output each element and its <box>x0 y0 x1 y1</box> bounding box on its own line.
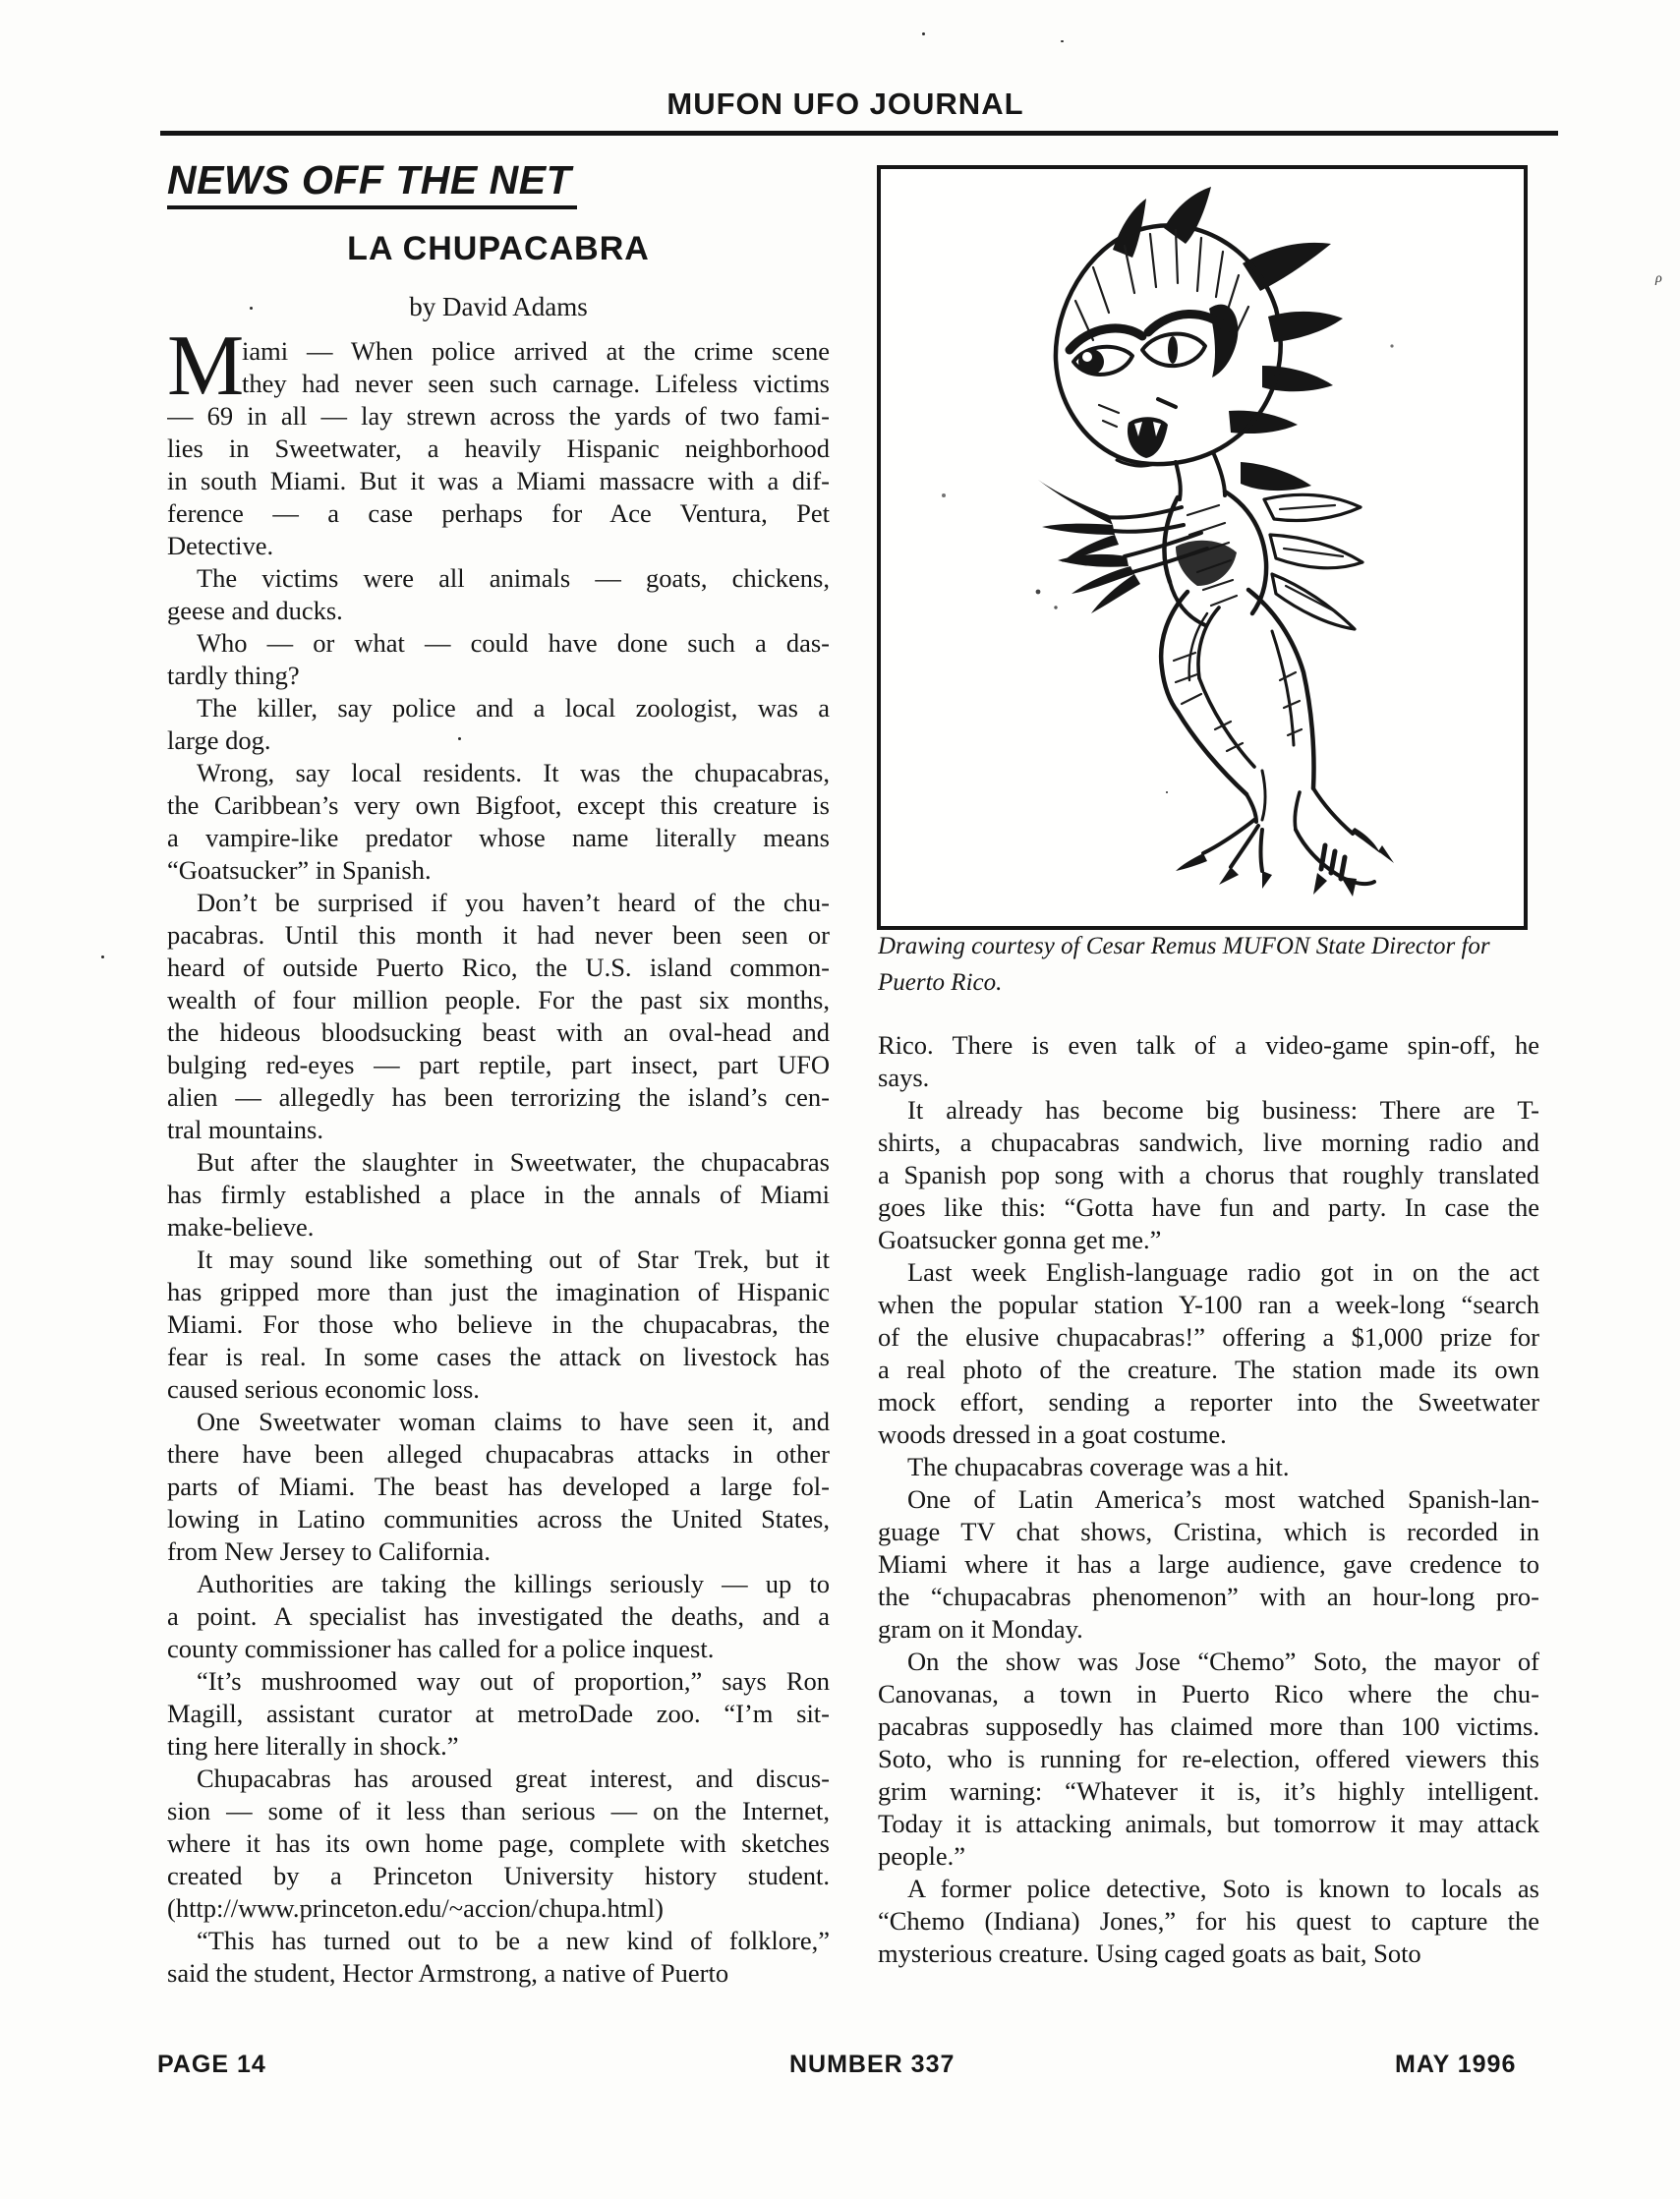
text-line: has firmly established a place in the annals of Miami <box>167 1180 830 1209</box>
article-header <box>167 230 830 322</box>
text-line: mysterious creature. Using caged goats as bait, Soto <box>878 1939 1421 1968</box>
text-line: The killer, say police and a local zoologist, was a <box>197 693 830 723</box>
text-line: iami — When police arrived at the crime scene <box>242 336 830 366</box>
text-line: of the elusive chupacabras!” offering a $1,000 prize for <box>878 1322 1539 1352</box>
text-line: tral mountains. <box>167 1115 323 1144</box>
text-line: “Goatsucker” in Spanish. <box>167 855 432 885</box>
text-line: On the show was Jose “Chemo” Soto, the mayor of <box>907 1647 1539 1676</box>
text-line: Canovanas, a town in Puerto Rico where the chu- <box>878 1679 1539 1708</box>
text-line: says. <box>878 1063 930 1092</box>
text-line: Who — or what — could have done such a das- <box>197 628 830 658</box>
text-line: from New Jersey to California. <box>167 1536 491 1566</box>
text-line: The victims were all animals — goats, chickens, <box>197 563 830 593</box>
text-line: guage TV chat shows, Cristina, which is recorded in <box>878 1517 1539 1546</box>
text-line: geese and ducks. <box>167 596 343 625</box>
text-line: mock effort, sending a reporter into the Sweetwater <box>878 1387 1539 1417</box>
text-line: a Spanish pop song with a chorus that roughly translated <box>878 1160 1539 1189</box>
text-line: the “chupacabras phenomenon” with an hour-long pro- <box>878 1582 1539 1611</box>
text-line: pacabras. Until this month it had never been seen or <box>167 920 830 950</box>
text-line: But after the slaughter in Sweetwater, the chupacabras <box>197 1147 830 1177</box>
text-line: fear is real. In some cases the attack on livestock has <box>167 1342 830 1371</box>
paragraph <box>878 1646 1539 1873</box>
footer-issue-number: NUMBER 337 <box>789 2051 956 2078</box>
scan-speck <box>1166 791 1168 793</box>
text-line: Miami where it has a large audience, gave credence to <box>878 1549 1539 1579</box>
text-line: ference — a case perhaps for Ace Ventura, Pet <box>167 498 830 528</box>
text-line: Goatsucker gonna get me.” <box>878 1225 1162 1254</box>
paragraph <box>167 1925 830 1990</box>
scan-speck <box>458 737 461 740</box>
right-column-text <box>878 1029 1539 1970</box>
text-line: Magill, assistant curator at metroDade zoo. “I’m sit- <box>167 1699 830 1728</box>
scan-speck <box>250 307 253 310</box>
article-title: LA CHUPACABRA <box>347 230 650 267</box>
text-line: Don’t be surprised if you haven’t heard of the chu- <box>197 888 830 917</box>
text-line: in south Miami. But it was a Miami massacre with a dif- <box>167 466 830 495</box>
text-line: A former police detective, Soto is known to locals as <box>907 1874 1539 1903</box>
paragraph <box>167 627 830 692</box>
paragraph <box>878 1029 1539 1094</box>
text-line: when the popular station Y-100 ran a week-long “search <box>878 1290 1539 1319</box>
scan-speck <box>101 955 104 958</box>
text-line: Miami. For those who believe in the chupacabras, the <box>167 1309 830 1339</box>
text-line: parts of Miami. The beast has developed a large fol- <box>167 1472 830 1501</box>
text-line: caused serious economic loss. <box>167 1374 480 1404</box>
text-line: lowing in Latino communities across the United States, <box>167 1504 830 1534</box>
text-line: wealth of four million people. For the past six months, <box>167 985 830 1014</box>
text-line: Chupacabras has aroused great interest, and discus- <box>197 1764 830 1793</box>
text-line: county commissioner has called for a police inquest. <box>167 1634 715 1663</box>
paragraph <box>167 757 830 887</box>
chupacabra-figure <box>877 165 1528 930</box>
text-line: It already has become big business: There are T- <box>907 1095 1539 1125</box>
text-line: Rico. There is even talk of a video-game spin-off, he <box>878 1030 1539 1060</box>
text-line: “It’s mushroomed way out of proportion,” says Ron <box>197 1666 830 1696</box>
scan-margin-mark: ρ <box>1655 271 1662 286</box>
section-heading: NEWS OFF THE NET <box>167 157 577 209</box>
article-byline: by David Adams <box>409 292 588 321</box>
scan-speck <box>922 32 925 35</box>
paragraph <box>167 1763 830 1925</box>
paragraph <box>878 1873 1539 1970</box>
header-rule <box>160 131 1558 136</box>
text-line: sion — some of it less than serious — on the Internet, <box>167 1796 830 1825</box>
text-line: the Caribbean’s very own Bigfoot, except this creature is <box>167 790 830 820</box>
text-line: ting here literally in shock.” <box>167 1731 459 1761</box>
text-line: Soto, who is running for re-election, offered viewers this <box>878 1744 1539 1773</box>
text-line: Today it is attacking animals, but tomorrow it may attack <box>878 1809 1539 1838</box>
text-line: a real photo of the creature. The station made its own <box>878 1355 1539 1384</box>
paragraph <box>167 692 830 757</box>
paragraph <box>167 1146 830 1244</box>
paragraph <box>167 1568 830 1665</box>
text-line: said the student, Hector Armstrong, a native of Puerto <box>167 1958 729 1988</box>
paragraph <box>167 1406 830 1568</box>
paragraph <box>878 1094 1539 1256</box>
text-line: woods dressed in a goat costume. <box>878 1419 1227 1449</box>
text-line: The chupacabras coverage was a hit. <box>907 1452 1290 1481</box>
text-line: (http://www.princeton.edu/~accion/chupa.html) <box>167 1893 664 1923</box>
paragraph <box>167 1665 830 1763</box>
scan-speck <box>1061 40 1064 42</box>
paragraph <box>167 562 830 627</box>
text-line: “Chemo (Indiana) Jones,” for his quest to capture the <box>878 1906 1539 1936</box>
text-line: gram on it Monday. <box>878 1614 1083 1644</box>
text-line: bulging red-eyes — part reptile, part insect, part UFO <box>167 1050 830 1079</box>
text-line: they had never seen such carnage. Lifeless victims <box>242 369 830 398</box>
text-line: It may sound like something out of Star Trek, but it <box>197 1244 830 1274</box>
text-line: shirts, a chupacabras sandwich, live morning radio and <box>878 1128 1539 1157</box>
text-line: created by a Princeton University history student. <box>167 1861 830 1890</box>
text-line: Authorities are taking the killings seriously — up to <box>197 1569 830 1598</box>
text-line: a vampire-like predator whose name literally means <box>167 823 830 852</box>
text-line: make-believe. <box>167 1212 315 1242</box>
footer-page-number: PAGE 14 <box>157 2051 266 2078</box>
footer-date: MAY 1996 <box>1395 2051 1517 2078</box>
text-line: people.” <box>878 1841 966 1871</box>
left-column-text <box>167 318 830 1990</box>
paragraph <box>167 887 830 1146</box>
text-line: heard of outside Puerto Rico, the U.S. island common- <box>167 953 830 982</box>
text-line: Drawing courtesy of Cesar Remus MUFON State Director for <box>878 933 1490 959</box>
text-line: goes like this: “Gotta have fun and party. In case the <box>878 1192 1539 1222</box>
drop-cap: M <box>167 318 243 414</box>
text-line: has gripped more than just the imagination of Hispanic <box>167 1277 830 1306</box>
text-line: Wrong, say local residents. It was the chupacabras, <box>197 758 830 787</box>
paragraph <box>167 1244 830 1406</box>
text-line: there have been alleged chupacabras attacks in other <box>167 1439 830 1469</box>
paragraph <box>878 1256 1539 1451</box>
text-line: a point. A specialist has investigated the deaths, and a <box>167 1601 830 1631</box>
text-line: alien — allegedly has been terrorizing the island’s cen- <box>167 1082 830 1112</box>
text-line: the hideous bloodsucking beast with an oval-head and <box>167 1017 830 1047</box>
text-line: Puerto Rico. <box>878 969 1003 996</box>
text-line: tardly thing? <box>167 661 300 690</box>
paragraph <box>878 1483 1539 1646</box>
text-line: One of Latin America’s most watched Spanish-lan- <box>907 1484 1539 1514</box>
journal-title: MUFON UFO JOURNAL <box>666 87 1024 121</box>
text-line: Last week English-language radio got in on the act <box>907 1257 1539 1287</box>
paragraph <box>878 928 1535 1001</box>
chupacabra-drawing <box>881 169 1524 926</box>
text-line: — 69 in all — lay strewn across the yards of two fami- <box>167 401 830 431</box>
text-line: pacabras supposedly has claimed more than 100 victims. <box>878 1711 1539 1741</box>
text-line: large dog. <box>167 725 271 755</box>
text-line: “This has turned out to be a new kind of folklore,” <box>197 1926 830 1955</box>
text-line: lies in Sweetwater, a heavily Hispanic neighborhood <box>167 434 830 463</box>
figure-caption <box>878 928 1535 1001</box>
paragraph <box>878 1451 1539 1483</box>
paragraph <box>167 318 830 562</box>
text-line: One Sweetwater woman claims to have seen it, and <box>197 1407 830 1436</box>
text-line: Detective. <box>167 531 274 560</box>
text-line: where it has its own home page, complete with sketches <box>167 1828 830 1858</box>
text-line: grim warning: “Whatever it is, it’s highly intelligent. <box>878 1776 1539 1806</box>
